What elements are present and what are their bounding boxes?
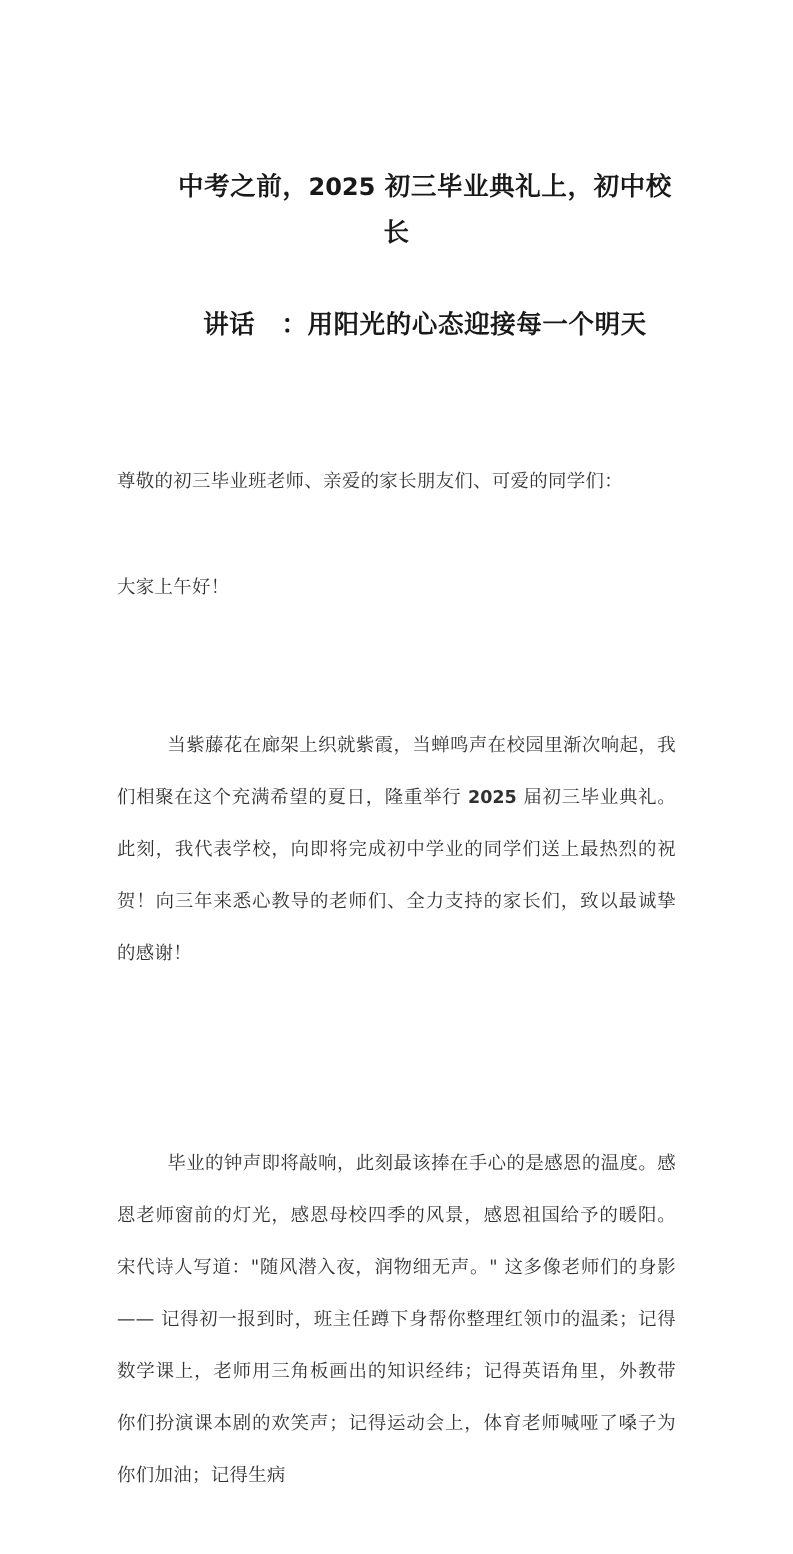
title-line1-prefix: 中考之前， [177,172,309,202]
opening-year: 2025 [468,788,517,808]
paragraph-opening [117,668,676,1032]
title-year: 2025 [308,173,376,201]
gratitude-text: 毕业的钟声即将敲响，此刻最该捧在手心的是感恩的温度。感恩老师窗前的灯光，感恩母校四季的风景，感恩祖国给予的暖阳。宋代诗人写道："随风潜入夜，润物细无声。" 这多像老师们的身影 —— 记得初一报到时，班主任蹲下身帮你整理红领巾的温柔；记得数学课上，老师用三角板画出的知识经纬；记得英语角里，外教带你们扮演课本剧的欢笑声；记得运动会上，体育老师喊哑了嗓子为你们加油；记得生病 [117,1153,683,1486]
page-title [117,0,676,394]
paragraph-gratitude [117,1086,683,1554]
document-body [117,456,683,1554]
document-content [117,0,683,1554]
title-line1-suffix: 初三毕业典礼上，初中校长 [375,172,672,248]
opening-text-part2: 届初三毕业典礼。此刻，我代表学校，向即将完成初中学业的同学们送上最热烈的祝贺！向三年来悉心教导的老师们、全力支持的家长们，致以最诚挚的感谢！ [117,787,677,964]
title-line2: 讲话 ：用阳光的心态迎接每一个明天 [203,310,647,340]
opening-text-part1: 当紫藤花在廊架上织就紫霞，当蝉鸣声在校园里渐次响起，我们相聚在这个充满希望的夏日，隆重举行 [117,735,676,808]
paragraph-salutation: 尊敬的初三毕业班老师、亲爱的家长朋友们、可爱的同学们： [117,471,623,492]
paragraph-greeting: 大家上午好！ [117,577,230,598]
